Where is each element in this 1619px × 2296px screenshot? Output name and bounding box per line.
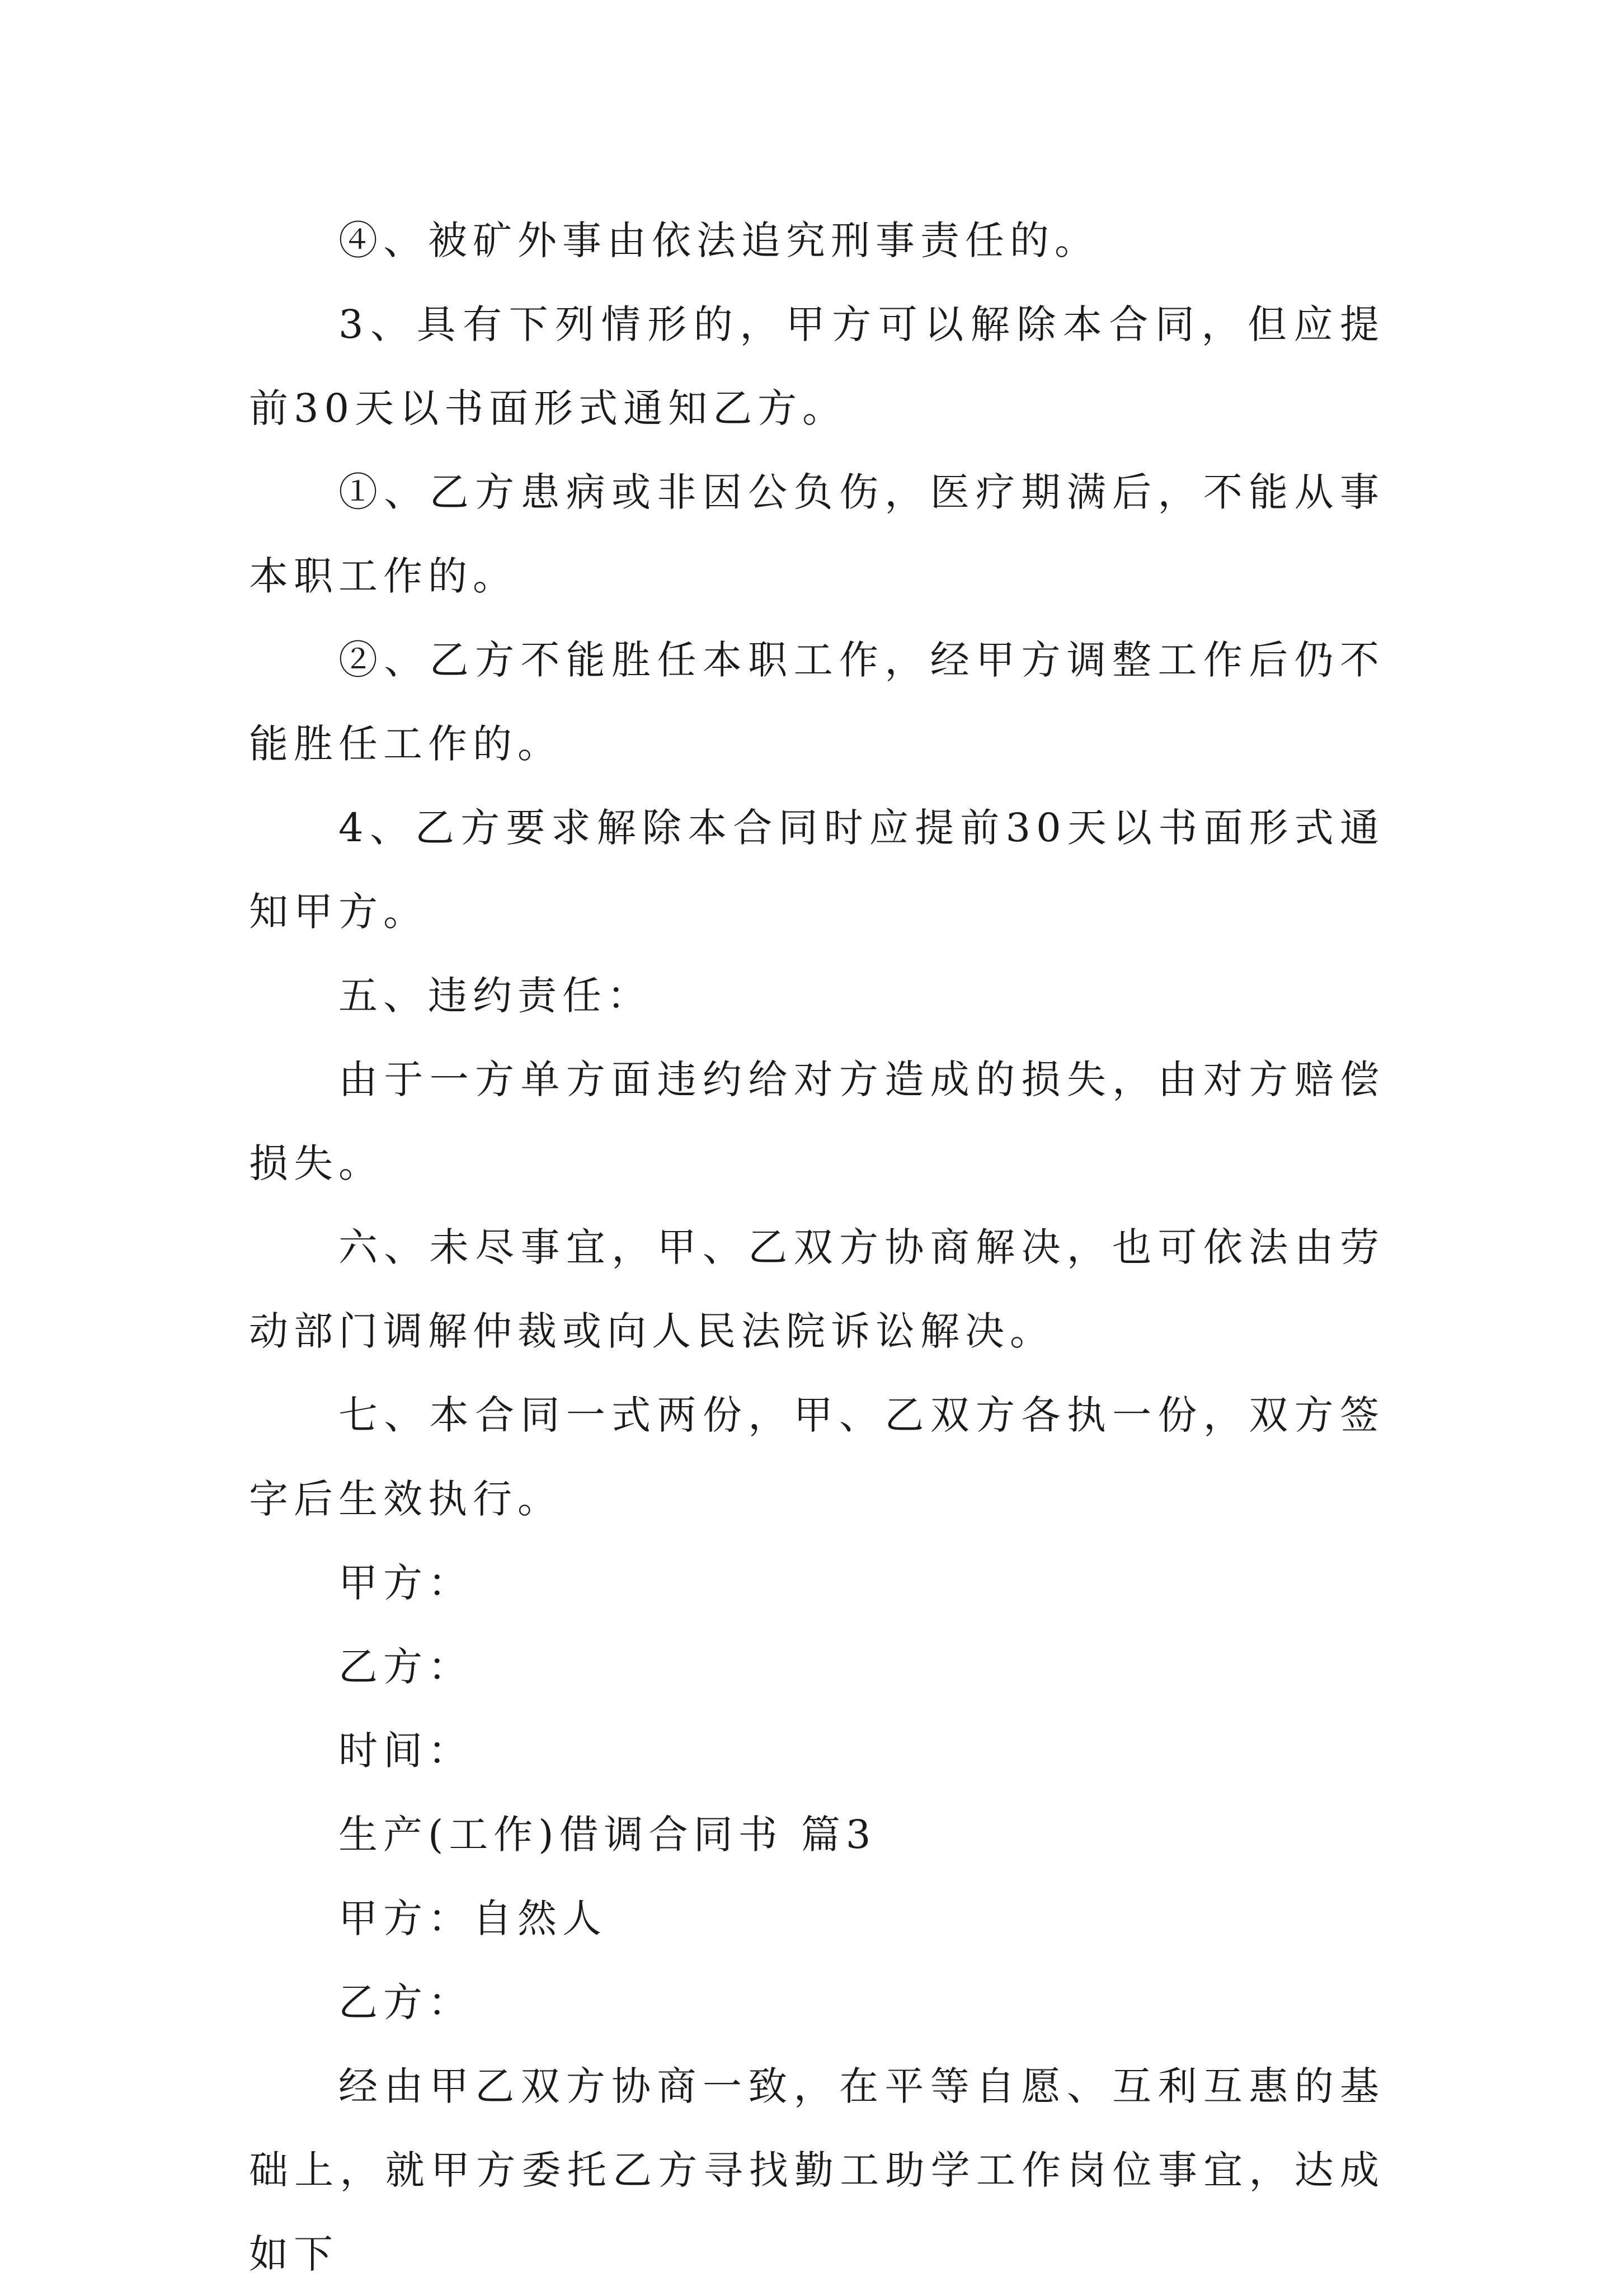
paragraph-preamble: 经由甲乙双方协商一致，在平等自愿、互利互惠的基础上，就甲方委托乙方寻找勤工助学工作岗位事宜，达成如下 <box>249 2063 1385 2277</box>
paragraph-clause-3-1: ①、乙方患病或非因公负伤，医疗期满后，不能从事本职工作的。 <box>249 469 1385 599</box>
paragraph-liability: 由于一方单方面违约给对方造成的损失，由对方赔偿损失。 <box>249 1057 1385 1186</box>
section-heading-liability: 五、违约责任： <box>338 973 652 1019</box>
paragraph-clause-3-2: ②、乙方不能胜任本职工作，经甲方调整工作后仍不能胜任工作的。 <box>249 637 1385 767</box>
signature-party-b: 乙方： <box>338 1644 473 1690</box>
signature-date: 时间： <box>338 1728 473 1774</box>
document-body <box>249 199 1385 2296</box>
paragraph-section-7: 七、本合同一式两份，甲、乙双方各执一份，双方签字后生效执行。 <box>249 1392 1385 1522</box>
contract-title-3: 生产(工作)借调合同书 篇3 <box>338 1812 877 1857</box>
paragraph-section-6: 六、未尽事宜，甲、乙双方协商解决，也可依法由劳动部门调解仲裁或向人民法院诉讼解决。 <box>249 1224 1385 1354</box>
signature-party-a: 甲方： <box>338 1560 473 1606</box>
party-a-line: 甲方：自然人 <box>338 1896 607 1941</box>
party-b-line: 乙方： <box>338 1979 473 2025</box>
paragraph-clause-4: 4、乙方要求解除本合同时应提前30天以书面形式通知甲方。 <box>249 805 1385 935</box>
paragraph-clause-3: 3、具有下列情形的，甲方可以解除本合同，但应提前30天以书面形式通知乙方。 <box>249 301 1385 431</box>
paragraph-clause-4-4: ④、被矿外事由依法追究刑事责任的。 <box>338 218 1099 263</box>
